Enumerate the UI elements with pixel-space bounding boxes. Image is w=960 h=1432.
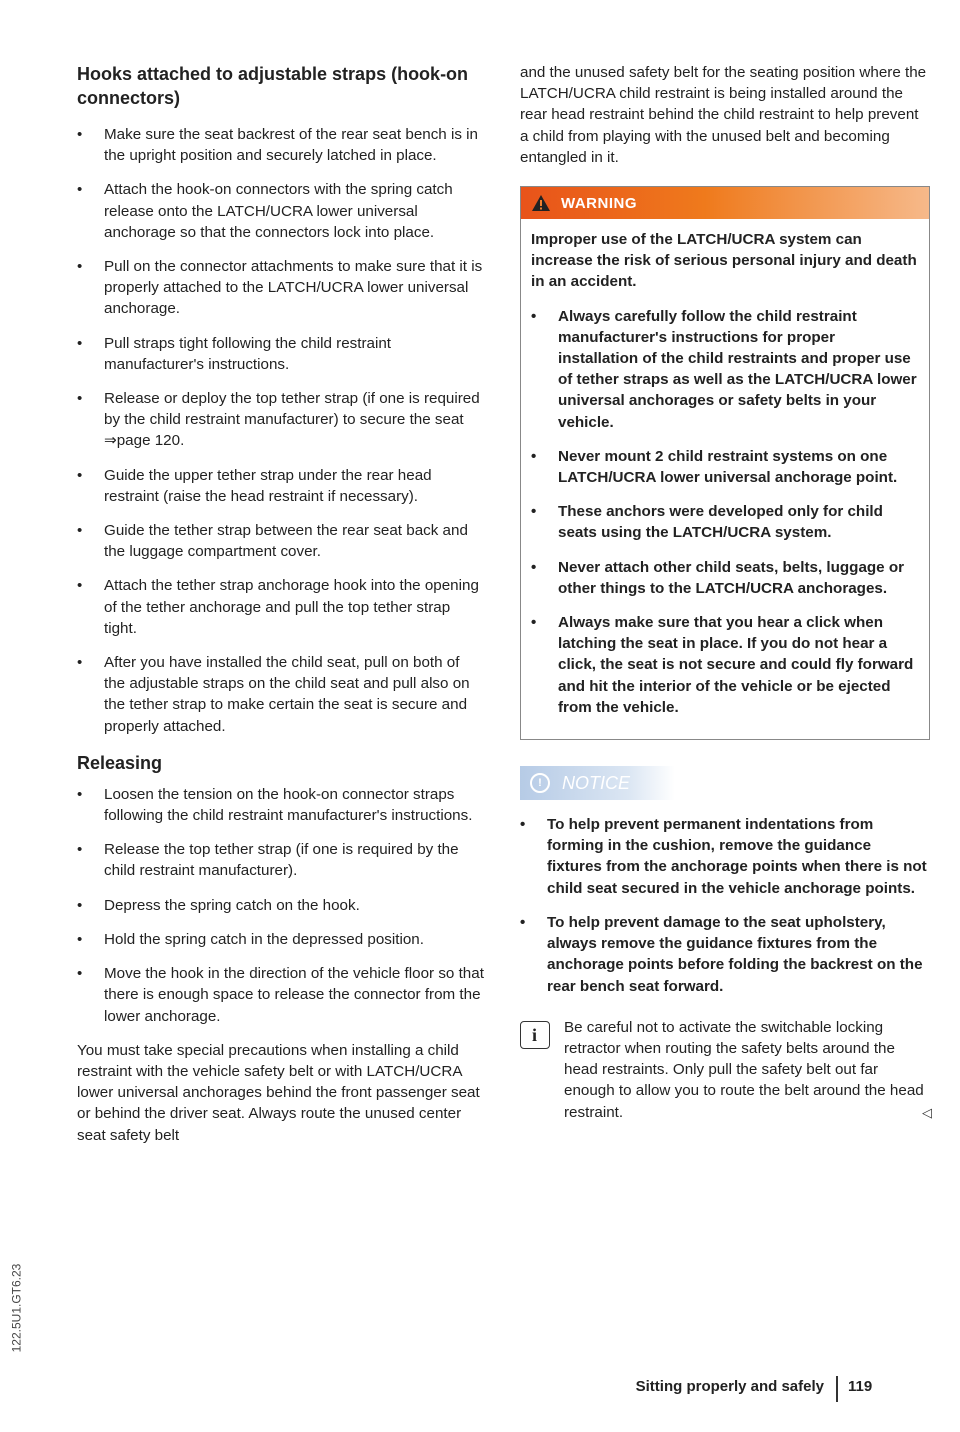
list-item: • Make sure the seat backrest of the rear seat bench is in the upright position and securely latched in place. <box>77 124 484 166</box>
warning-list <box>531 306 919 718</box>
releasing-list <box>77 784 484 1027</box>
notice-title: NOTICE <box>562 772 631 793</box>
warning-intro: Improper use of the LATCH/UCRA system can increase the risk of serious personal injury and death in an accident. <box>531 231 917 291</box>
body-paragraph: You must take special precautions when installing a child restraint with the vehicle safety belt or with LATCH/UCRA lower universal anchorages behind the front passenger seat or behind the driver seat. Always route the unused center seat safety belt <box>77 1041 480 1144</box>
list-item: • These anchors were developed only for child seats using the LATCH/UCRA system. <box>531 501 919 543</box>
list-item: • Guide the tether strap between the rear seat back and the luggage compartment cover. <box>77 520 484 562</box>
section-heading: Hooks attached to adjustable straps (hook-on connectors) <box>77 64 469 108</box>
document-code-text: 122.5U1.GT6.23 <box>9 1263 24 1353</box>
info-text: Be careful not to activate the switchable locking retractor when routing the safety belts around the head restraints. Only pull the safety belt out far enough to allow you to route the belt around the head restraint. <box>564 1018 924 1121</box>
left-column <box>77 62 484 1146</box>
document-code <box>2 1258 30 1358</box>
continuation-paragraph: and the unused safety belt for the seating position where the LATCH/UCRA child restraint is being installed around the rear head restraint behind the child restraint to help prevent a child from playing with the unused belt and becoming entangled in it. <box>520 64 927 166</box>
list-item: • Move the hook in the direction of the vehicle floor so that there is enough space to release the connector from the lower anchorage. <box>77 963 484 1027</box>
list-item: • Pull straps tight following the child restraint manufacturer's instructions. <box>77 333 484 375</box>
info-icon: i <box>520 1021 550 1049</box>
page-footer <box>0 1378 960 1398</box>
warning-triangle-icon <box>531 194 551 212</box>
list-item: • After you have installed the child seat, pull on both of the adjustable straps on the child seat and pull also on the tether strap to make certain the seat is secure and properly attached. <box>77 652 484 737</box>
list-item: • Depress the spring catch on the hook. <box>77 895 484 916</box>
list-item: • Release the top tether strap (if one is required by the child restraint manufacturer). <box>77 839 484 881</box>
notice-list <box>520 814 930 997</box>
end-of-section-icon: ◁ <box>922 1104 932 1120</box>
list-item: • Loosen the tension on the hook-on connector straps following the child restraint manufacturer's instructions. <box>77 784 484 826</box>
list-item: • Attach the tether strap anchorage hook into the opening of the tether anchorage and pull the top tether strap tight. <box>77 575 484 639</box>
notice-header <box>520 766 675 800</box>
list-item: • Never mount 2 child restraint systems on one LATCH/UCRA lower universal anchorage point. <box>531 446 919 488</box>
releasing-heading: Releasing <box>77 752 163 773</box>
right-column <box>520 62 930 1123</box>
list-item: • To help prevent damage to the seat upholstery, always remove the guidance fixtures from the anchorage points before folding the backrest on the rear bench seat forward. <box>520 912 930 997</box>
list-item: • Release or deploy the top tether strap (if one is required by the child restraint manufacturer) to secure the seat ⇒page 120. <box>77 388 484 452</box>
instruction-list <box>77 124 484 737</box>
warning-box <box>520 186 930 740</box>
footer-section-title: Sitting properly and safely <box>635 1378 824 1395</box>
list-item: • Guide the upper tether strap under the rear head restraint (raise the head restraint if necessary). <box>77 465 484 507</box>
warning-header <box>521 187 929 219</box>
page-number: 119 <box>848 1378 873 1395</box>
warning-body <box>521 219 929 739</box>
list-item: • Always carefully follow the child restraint manufacturer's instructions for proper installation of the child restraints and proper use of tether straps as well as the LATCH/UCRA lower universal anchorages or safety belts in your vehicle. <box>531 306 919 433</box>
list-item: • To help prevent permanent indentations from forming in the cushion, remove the guidance fixtures from the anchorage points when there is not child seat secured in the vehicle anchorage points. <box>520 814 930 899</box>
list-item: • Hold the spring catch in the depressed position. <box>77 929 484 950</box>
warning-title: WARNING <box>561 194 637 212</box>
info-note <box>520 1017 930 1123</box>
list-item: • Pull on the connector attachments to make sure that it is properly attached to the LATCH/UCRA lower universal anchorage. <box>77 256 484 320</box>
list-item: • Always make sure that you hear a click when latching the seat in place. If you do not hear a click, the seat is not secure and could fly forward and hit the interior of the vehicle or be ejected from the vehicle. <box>531 612 919 718</box>
list-item: • Never attach other child seats, belts, luggage or other things to the LATCH/UCRA anchorages. <box>531 557 919 599</box>
footer-divider <box>836 1376 838 1402</box>
notice-icon: ! <box>530 773 550 793</box>
list-item: • Attach the hook-on connectors with the spring catch release onto the LATCH/UCRA lower universal anchorage so that the connectors lock into place. <box>77 179 484 243</box>
